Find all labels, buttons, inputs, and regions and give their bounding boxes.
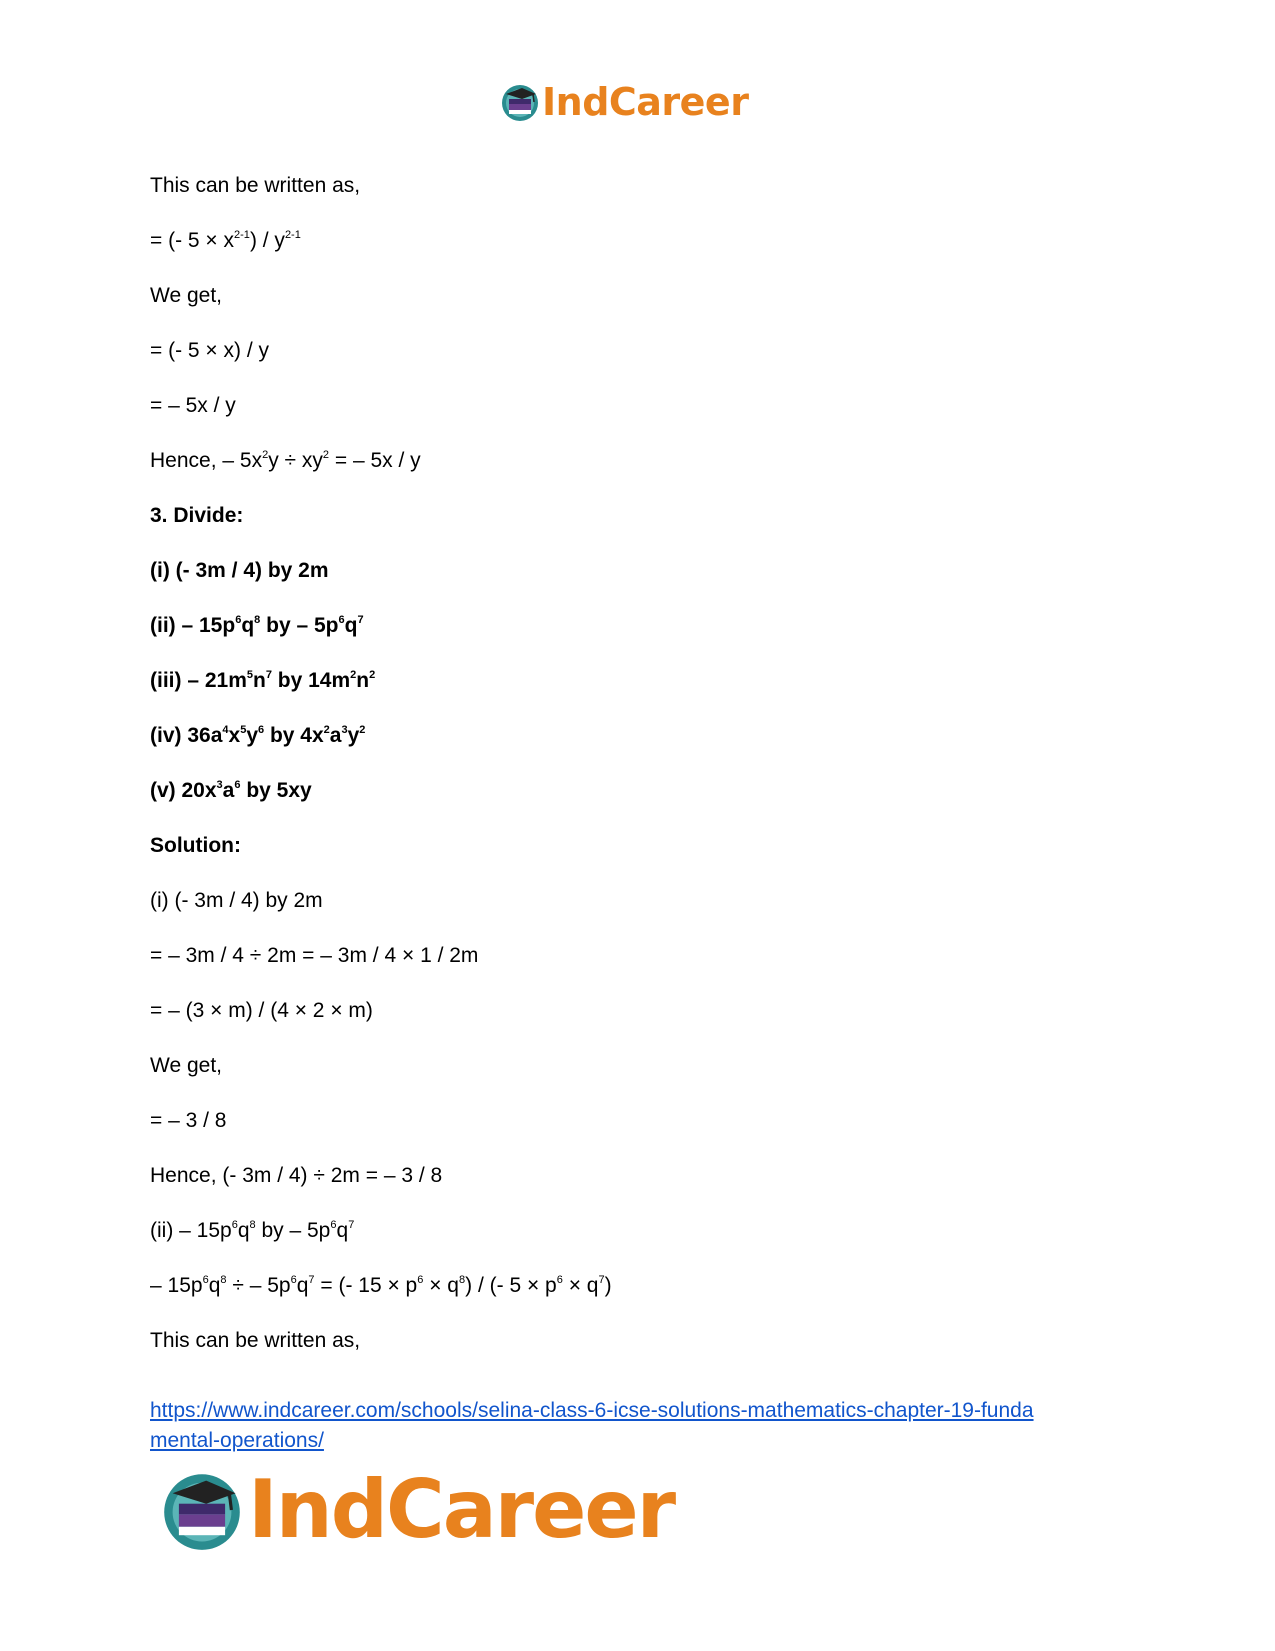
- logo-wordmark: IndCareer: [248, 1463, 675, 1556]
- solution-heading: Solution:: [150, 834, 241, 857]
- graduation-book-icon: [500, 82, 540, 122]
- source-link-line-2[interactable]: mental-operations/: [150, 1429, 324, 1452]
- question-heading: 3. Divide:: [150, 504, 244, 527]
- source-link-line-1[interactable]: https://www.indcareer.com/schools/selina-class-6-icse-solutions-mathematics-chapter-19-funda: [150, 1399, 1034, 1422]
- source-link-block: [150, 1396, 1130, 1456]
- equation-line: = – 3 / 8: [150, 1109, 227, 1132]
- question-part: (v) $20x^3a^6$ by 5xy: [150, 779, 312, 802]
- equation-line: = (- 5 × x) / y: [150, 339, 270, 362]
- equation-line: = – (3 × m) / (4 × 2 × m): [150, 999, 373, 1022]
- document-body: [150, 172, 1130, 1382]
- equation-line: = – 3m / 4 ÷ 2m = – 3m / 4 × 1 / 2m: [150, 944, 479, 967]
- text-line: This can be written as,: [150, 174, 361, 197]
- text-line: We get,: [150, 284, 222, 307]
- logo-wordmark: IndCareer: [542, 80, 749, 124]
- header-logo: [500, 80, 748, 124]
- footer-logo: [160, 1465, 674, 1555]
- equation-line: Hence, (- 3m / 4) ÷ 2m = – 3 / 8: [150, 1164, 443, 1187]
- equation-line: = (- $5 \times x^{2-1}) / y^{2-1}$: [150, 229, 301, 252]
- text-line: (i) (- 3m / 4) by 2m: [150, 889, 323, 912]
- graduation-book-icon: [160, 1468, 244, 1552]
- question-part: $(iii) - 21m^5n^7$ by $14m^2n^2$: [150, 669, 376, 692]
- text-line: This can be written as,: [150, 1329, 361, 1352]
- question-part: (iv) $36a^4x^5y^6$ by $4x^2a^3y^2$: [150, 724, 366, 747]
- text-line: $(ii) - 15p^6q^8$ by – $5p^6q^7$: [150, 1219, 355, 1242]
- equation-line: = – 5x / y: [150, 394, 236, 417]
- equation-line: – $15p^6q^8$ ÷ – $5p^6q^7$ = (- $15 \times p^6 \times q^8$) / (- $5 \times p^6 \times q^7$): [150, 1274, 612, 1297]
- equation-line: Hence, – $5x^2y \div xy^2$ = – 5x / y: [150, 449, 421, 472]
- text-line: We get,: [150, 1054, 222, 1077]
- question-part: $(ii) - 15p^6q^8$ by – $5p^6q^7$: [150, 614, 364, 637]
- question-part: (i) (- 3m / 4) by 2m: [150, 559, 329, 582]
